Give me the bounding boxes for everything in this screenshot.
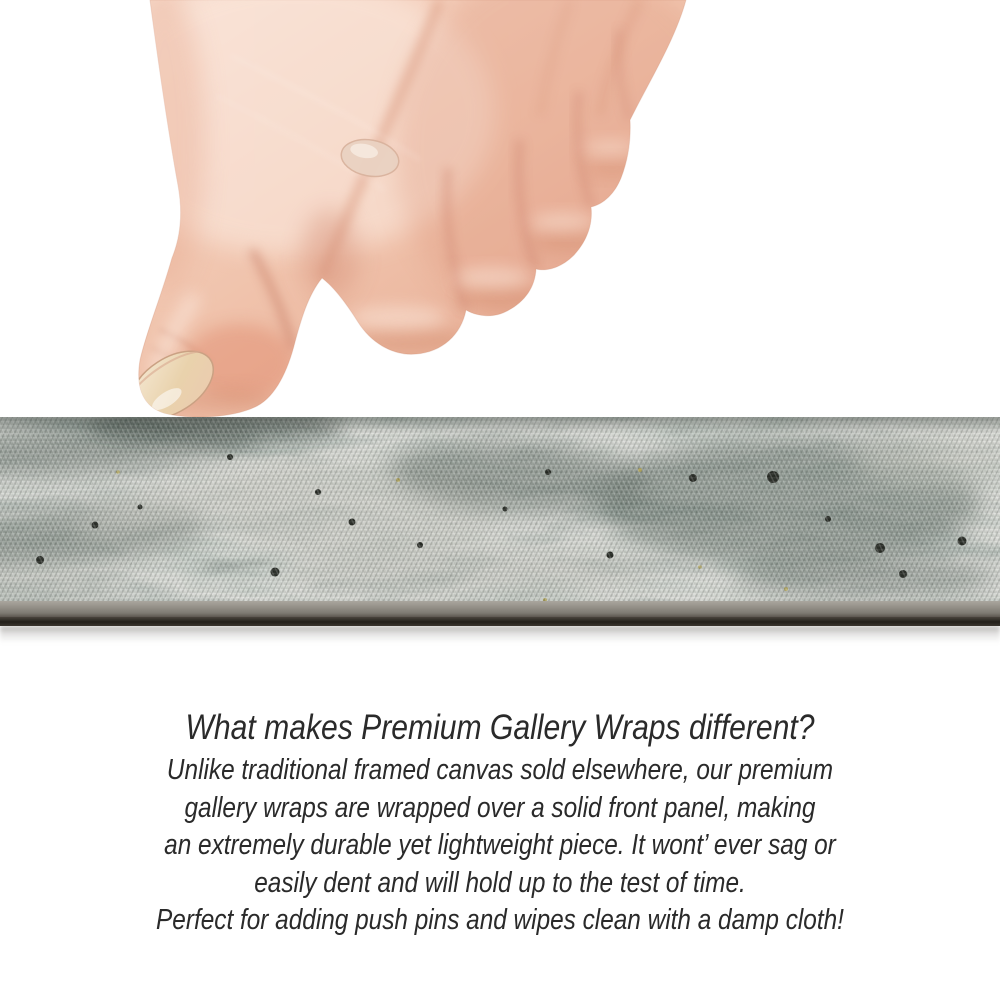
canvas-top-shade <box>0 417 1000 433</box>
strip-shadow <box>0 626 1000 643</box>
body-line-3: an extremely durable yet lightweight piece. It wont’ ever sag or <box>164 829 836 861</box>
body-line-5: Perfect for adding push pins and wipes clean with a damp cloth! <box>156 904 844 936</box>
hand-photo <box>0 0 700 420</box>
canvas-fold-edge <box>0 601 1000 617</box>
canvas-strip <box>0 417 1000 626</box>
panel-side-edge <box>0 617 1000 626</box>
body-line-1: Unlike traditional framed canvas sold elsewhere, our premium <box>166 754 834 786</box>
headline: What makes Premium Gallery Wraps different? <box>185 708 815 747</box>
info-text <box>0 707 1000 940</box>
body-line-4: easily dent and will hold up to the test of time. <box>254 866 746 899</box>
canvas-texture <box>0 417 1000 601</box>
body-line-2: gallery wraps are wrapped over a solid front panel, making <box>184 791 816 824</box>
